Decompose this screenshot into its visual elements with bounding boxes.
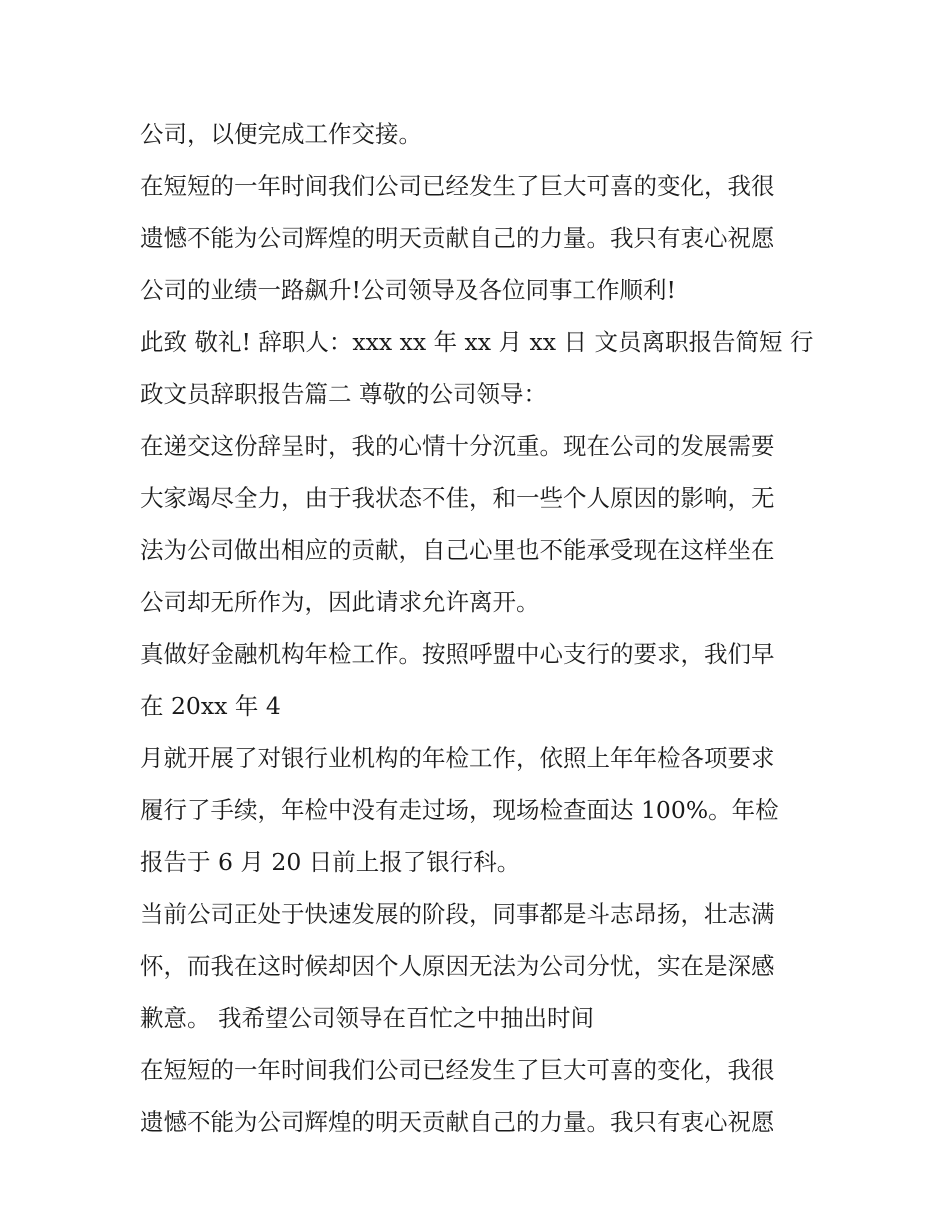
text-line: 怀，而我在这时候却因个人原因无法为公司分忧，实在是深感 bbox=[140, 952, 775, 980]
text-line: 月就开展了对银行业机构的年检工作，依照上年年检各项要求 bbox=[140, 744, 775, 772]
document-body bbox=[140, 108, 820, 1148]
paragraph bbox=[140, 316, 820, 420]
text-line: 公司，以便完成工作交接。 bbox=[140, 120, 422, 148]
text-line: 真做好金融机构年检工作。按照呼盟中心支行的要求，我们早 bbox=[140, 640, 775, 668]
text-line: 大家竭尽全力，由于我状态不佳，和一些个人原因的影响，无 bbox=[140, 484, 775, 512]
text-line: 遗憾不能为公司辉煌的明天贡献自己的力量。我只有衷心祝愿 bbox=[140, 1108, 775, 1136]
text-line: 在短短的一年时间我们公司已经发生了巨大可喜的变化，我很 bbox=[140, 172, 775, 200]
paragraph bbox=[140, 420, 820, 628]
text-line: 歉意。 我希望公司领导在百忙之中抽出时间 bbox=[140, 1004, 594, 1032]
paragraph bbox=[140, 108, 820, 160]
paragraph bbox=[140, 888, 820, 1044]
paragraph bbox=[140, 732, 820, 888]
text-line: 在 20xx 年 4 bbox=[140, 692, 281, 720]
text-line: 遗憾不能为公司辉煌的明天贡献自己的力量。我只有衷心祝愿 bbox=[140, 224, 775, 252]
paragraph bbox=[140, 160, 820, 316]
text-line: 公司的业绩一路飙升!公司领导及各位同事工作顺利! bbox=[140, 276, 676, 304]
text-line: 公司却无所作为，因此请求允许离开。 bbox=[140, 588, 540, 616]
text-line: 在短短的一年时间我们公司已经发生了巨大可喜的变化，我很 bbox=[140, 1056, 775, 1084]
text-line: 当前公司正处于快速发展的阶段，同事都是斗志昂扬，壮志满 bbox=[140, 900, 775, 928]
paragraph bbox=[140, 1044, 820, 1148]
text-line: 政文员辞职报告篇二 尊敬的公司领导： bbox=[140, 380, 547, 408]
paragraph bbox=[140, 628, 820, 732]
text-line: 法为公司做出相应的贡献，自己心里也不能承受现在这样坐在 bbox=[140, 536, 775, 564]
text-line: 在递交这份辞呈时，我的心情十分沉重。现在公司的发展需要 bbox=[140, 432, 775, 460]
text-line: 报告于 6 月 20 日前上报了银行科。 bbox=[140, 848, 521, 876]
text-line: 此致 敬礼! 辞职人：xxx xx 年 xx 月 xx 日 文员离职报告简短 行 bbox=[140, 328, 814, 356]
text-line: 履行了手续，年检中没有走过场，现场检查面达 100%。年检 bbox=[140, 796, 779, 824]
